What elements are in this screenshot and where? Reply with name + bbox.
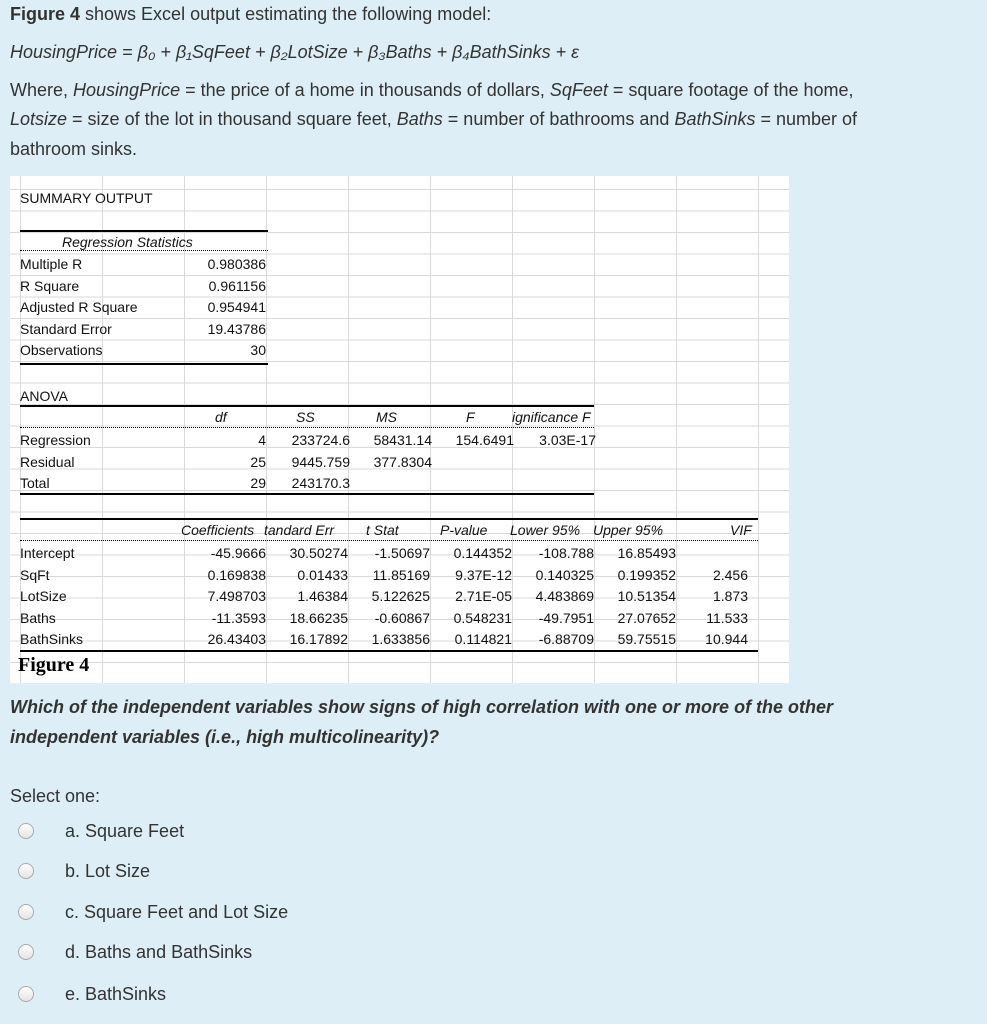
lot-desc: = size of the lot in thousand square feet, [67, 109, 397, 129]
answer-option[interactable] [18, 859, 151, 883]
coef-row-label: Baths [20, 609, 56, 626]
anova-cell: 4 [258, 432, 266, 448]
baths-desc: = number of bathrooms and [442, 109, 675, 129]
coef-cell: 4.483869 [535, 588, 594, 604]
anova-row-label: Residual [20, 453, 75, 470]
anova-cell: 377.8304 [373, 453, 432, 470]
coef-cell: 9.37E-12 [455, 566, 512, 583]
regstat-label: Standard Error [20, 320, 112, 337]
excel-output [10, 176, 789, 683]
anova-cell: 25 [250, 453, 266, 470]
anova-row-label: Regression [20, 432, 91, 448]
sqft-var: SqFeet [549, 80, 608, 100]
anova-col-header: df [215, 409, 227, 425]
answer-option[interactable] [18, 900, 289, 924]
radio-button[interactable] [18, 823, 34, 839]
coef-cell: 0.548231 [453, 609, 512, 626]
regstats-bottom-rule [20, 363, 268, 365]
anova-title: ANOVA [20, 388, 68, 404]
radio-button[interactable] [18, 944, 34, 960]
coef-cell: -6.88709 [538, 631, 594, 647]
intro-lead: shows Excel output estimating the following model: [85, 4, 492, 24]
anova-cell: 9445.759 [291, 453, 350, 470]
coef-cell: -49.7951 [538, 609, 594, 626]
coef-cell: 1.873 [712, 588, 748, 604]
intro-line-1 [10, 4, 491, 25]
radio-button[interactable] [18, 863, 34, 879]
anova-col-header: ignificance F [512, 409, 591, 425]
coef-cell: 10.944 [705, 631, 748, 647]
coef-col-header: VIF [730, 522, 752, 538]
anova-row-label: Total [20, 475, 50, 491]
sqft-desc: = square footage of the home, [607, 80, 854, 100]
coef-cell: -1.50697 [374, 545, 430, 561]
figure-ref: Figure 4 [10, 4, 81, 24]
regstat-label: R Square [20, 277, 80, 294]
regstat-label: Observations [20, 342, 103, 358]
anova-col-header: F [466, 409, 475, 425]
regstats-title: Regression Statistics [62, 234, 193, 250]
coef-row-label: SqFt [20, 566, 50, 583]
coef-cell: 2.456 [712, 566, 748, 583]
coef-cell: 16.17892 [289, 631, 348, 647]
lot-var: Lotsize [10, 109, 68, 129]
coef-cell: 16.85493 [617, 545, 676, 561]
anova-bottom-rule [20, 493, 594, 495]
coef-col-header: Lower 95% [510, 522, 581, 538]
option-label[interactable]: c. Square Feet and Lot Size [65, 901, 289, 922]
coef-cell: 0.140325 [535, 566, 594, 583]
coef-col-header: Coefficients [181, 522, 255, 538]
coef-cell: 0.114821 [454, 631, 512, 647]
question-line-1: Which of the independent variables show signs of high correlation with one or more of the other [10, 697, 834, 717]
regstat-value: 30 [250, 342, 266, 358]
answer-option[interactable] [18, 982, 167, 1006]
anova-header-rule [20, 427, 594, 428]
regstats-top-rule [20, 230, 268, 232]
coef-cell: 18.66235 [289, 609, 348, 626]
option-label[interactable]: a. Square Feet [65, 820, 185, 841]
anova-cell: 29 [250, 475, 266, 491]
answer-option[interactable] [18, 819, 185, 843]
anova-col-header: MS [376, 409, 397, 425]
coef-col-header: t Stat [366, 522, 399, 538]
coef-cell: 30.50274 [289, 545, 348, 561]
hp-desc: = the price of a home in thousands of dollars, [180, 80, 550, 100]
coef-cell: 27.07652 [617, 609, 676, 626]
coef-cell: 11.85169 [372, 566, 430, 583]
sinks-desc: = number of [755, 109, 858, 129]
anova-cell: 3.03E-17 [539, 432, 596, 448]
coef-cell: -45.9666 [210, 545, 266, 561]
radio-button[interactable] [18, 986, 34, 1002]
anova-col-header: SS [296, 409, 315, 425]
coef-cell: 10.51354 [617, 588, 676, 604]
option-label[interactable]: d. Baths and BathSinks [65, 941, 253, 962]
coef-cell: 11.533 [706, 609, 748, 626]
model-equation: HousingPrice = β₀ + β₁SqFeet + β₂LotSize + β₃Baths + β₄BathSinks + ε [10, 42, 580, 62]
question-line-2: independent variables (i.e., high multicolinearity)? [10, 727, 440, 747]
regstat-value: 0.954941 [207, 299, 266, 315]
coef-cell: 0.199352 [617, 566, 676, 583]
regstat-value: 19.43786 [207, 320, 266, 337]
option-label[interactable]: e. BathSinks [65, 983, 167, 1004]
coef-cell: -11.3593 [211, 609, 266, 626]
coef-row-label: BathSinks [20, 631, 84, 647]
anova-cell: 154.6491 [455, 432, 514, 448]
anova-cell: 243170.3 [291, 475, 350, 491]
coef-bottom-rule [20, 650, 758, 652]
coef-cell: 5.122625 [371, 588, 430, 604]
regstat-label: Adjusted R Square [20, 299, 138, 315]
coef-header-rule [20, 540, 758, 541]
intro-line-5: bathroom sinks. [10, 139, 138, 159]
coef-cell: 1.46384 [297, 588, 348, 604]
coef-cell: 1.633856 [371, 631, 430, 647]
coef-row-label: LotSize [20, 588, 67, 604]
option-label[interactable]: b. Lot Size [65, 860, 151, 881]
intro-line-3 [10, 80, 854, 101]
intro-line-4 [10, 109, 857, 130]
coef-row-label: Intercept [20, 545, 75, 561]
regstats-header-rule [20, 250, 268, 251]
coef-cell: -0.60867 [374, 609, 430, 626]
figure-caption: Figure 4 [18, 654, 90, 676]
answer-option[interactable] [18, 940, 253, 964]
summary-title: SUMMARY OUTPUT [20, 190, 153, 206]
regstat-value: 0.980386 [207, 256, 266, 272]
coef-cell: 0.144352 [453, 545, 512, 561]
anova-cell: 58431.14 [373, 432, 432, 448]
coef-cell: 7.498703 [207, 588, 266, 604]
coef-cell: 2.71E-05 [455, 588, 512, 604]
coef-cell: 26.43403 [207, 631, 266, 647]
coef-cell: -108.788 [538, 545, 594, 561]
coef-cell: 59.75515 [617, 631, 676, 647]
anova-top-rule [20, 405, 594, 407]
where-text: Where, [10, 80, 74, 100]
coef-top-rule [20, 518, 758, 520]
anova-cell: 233724.6 [291, 432, 350, 448]
sinks-var: BathSinks [674, 109, 756, 129]
radio-button[interactable] [18, 904, 34, 920]
regstat-label: Multiple R [20, 256, 83, 272]
coef-col-header: P-value [440, 522, 488, 538]
coef-cell: 0.169838 [207, 566, 266, 583]
coef-cell: 0.01433 [297, 566, 348, 583]
coef-col-header: Upper 95% [593, 522, 664, 538]
select-label: Select one: [10, 786, 101, 806]
hp-var: HousingPrice [73, 80, 181, 100]
regstat-value: 0.961156 [208, 277, 266, 294]
coef-col-header: tandard Err [264, 522, 335, 538]
baths-var: Baths [396, 109, 443, 129]
